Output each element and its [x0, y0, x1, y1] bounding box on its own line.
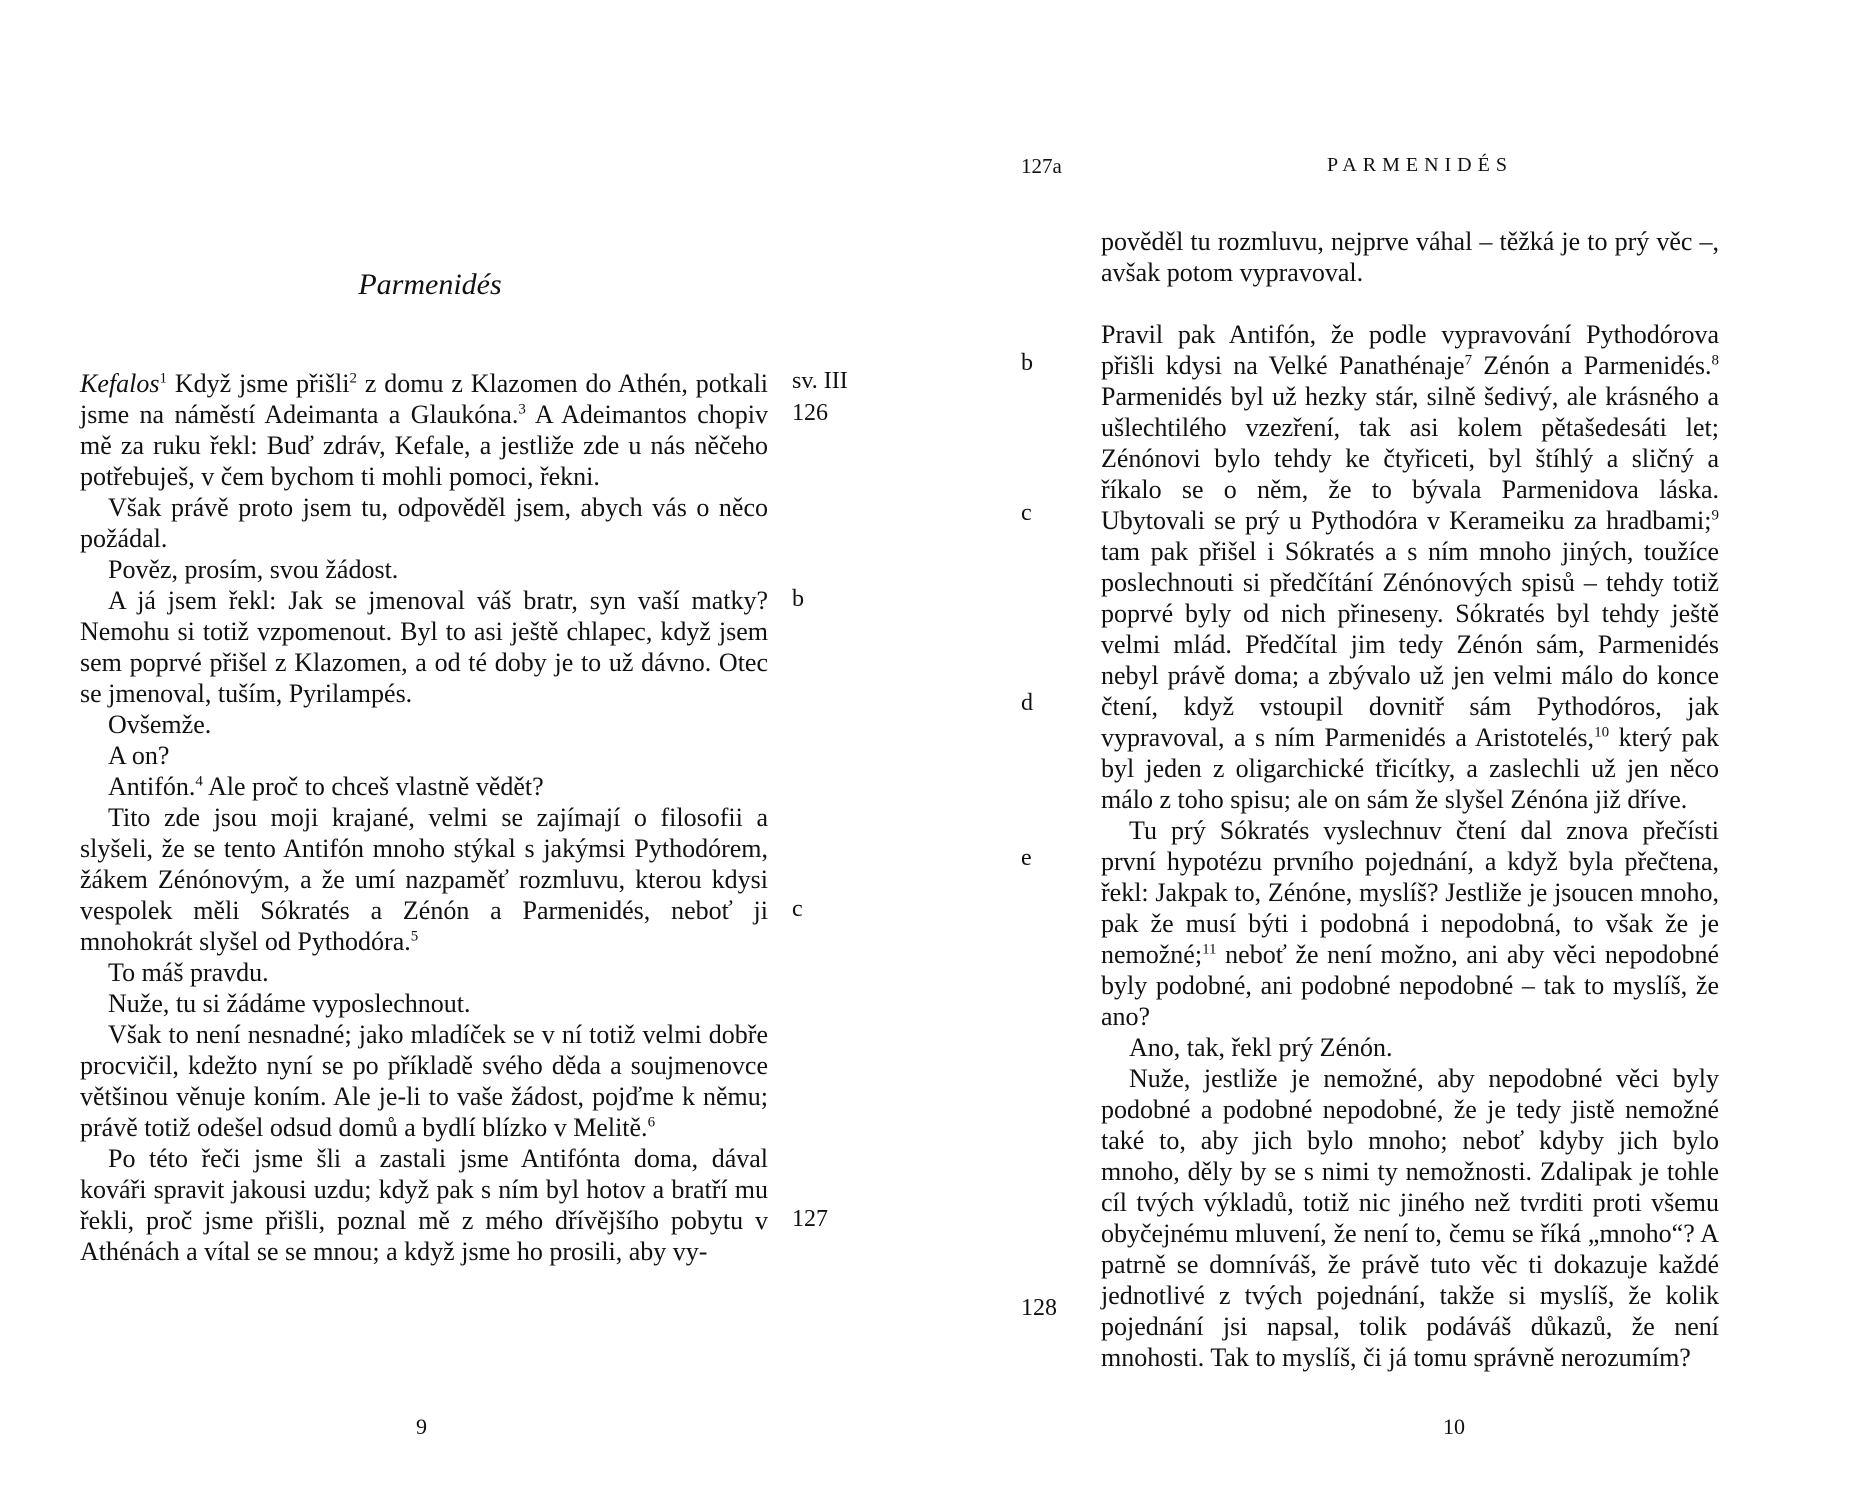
footnote-ref: 4 [195, 773, 203, 790]
paragraph: Však právě proto jsem tu, odpověděl jsem, abych vás o něco požádal. [80, 493, 768, 553]
paragraph: Pověz, prosím, svou žádost. [108, 555, 399, 584]
left-body-text [80, 368, 768, 1267]
footnote-ref: 1 [159, 370, 167, 387]
paragraph: A on? [108, 741, 170, 770]
footnote-ref: 9 [1711, 507, 1719, 524]
paragraph: Nuže, tu si žádáme vyposlechnout. [108, 989, 471, 1018]
footnote-ref: 7 [1464, 352, 1473, 369]
paragraph: Po této řeči jsme šli a zastali jsme Antifónta doma, dával kováři spravit jakousi uzdu; když pak s ním byl hotov a bratří mu řekli, proč jsme přišli, poznal mě z mého dřívějšího pobytu v Athénách a vítal se se mnou; a když jsme ho prosili, aby vy- [80, 1144, 768, 1266]
paragraph: A já jsem řekl: Jak se jmenoval váš bratr, syn vaší matky? Nemohu si totiž vzpomenout. Byl to asi ještě chlapec, když jsem sem poprvé přišel z Klazomen, a od té doby je to už dávno. Otec se jmenoval, tuším, Pyrilampés. [80, 586, 768, 708]
right-body-text [1101, 226, 1719, 1373]
stephanus-ref: 127 [792, 1206, 828, 1232]
paragraph: Tu prý Sókratés vyslechnuv čtení dal znova přečísti první hypotézu prvního pojednání, a když byla přečtena, řekl: Jakpak to, Zénóne, myslíš? Jestliže je jsoucen mnoho, pak že musí býti i podobná i nepodobná, to však že je nemožné;$^{11}$ neboť že není možno, ani aby věci nepodobné byly podobné, ani podobné nepodobné – tak to myslíš, že ano? [1101, 816, 1720, 1031]
stephanus-ref: sv. III [792, 368, 848, 394]
paragraph: Kefalos$^1$ Když jsme přišli$^2$ z domu z Klazomen do Athén, potkali jsme na náměstí Adeimanta a Glaukóna.$^3$ A Adeimantos chopiv mě za ruku řekl: Buď zdráv, Kefale, a jestliže zde u nás něčeho potřebuješ, v čem bychom ti mohli pomoci, řekni. [80, 369, 769, 491]
page-number: 9 [416, 1414, 427, 1439]
right-page [931, 0, 1862, 1501]
paragraph: To máš pravdu. [108, 958, 269, 987]
footnote-ref: 6 [647, 1114, 656, 1131]
footnote-ref: 2 [349, 370, 357, 387]
paragraph: Nuže, jestliže je nemožné, aby nepodobné věci byly podobné a podobné nepodobné, že je tedy jistě nemožné také to, aby jich bylo mnoho; neboť kdyby jich bylo mnoho, děly by se s nimi ty nemožnosti. Zdalipak je tohle cíl tvých výkladů, totiž nic jiného než tvrditi proti všemu obyčejnému mluvení, že není to, čemu se říká „mnoho“? A patrně se domníváš, že právě tuto věc ti dokazuje každé jednotlivé z tvých pojednání, takže si myslíš, že kolik pojednání jsi napsal, tolik podáváš důkazů, že není mnohosti. Tak to myslíš, či já tomu správně nerozumím? [1101, 1064, 1719, 1372]
paragraph: Antifón.$^4$ Ale proč to chceš vlastně vědět? [108, 772, 544, 801]
paragraph-gap [1101, 288, 1719, 319]
paragraph: pověděl tu rozmluvu, nejprve váhal – těžká je to prý věc –, avšak potom vypravoval. [1101, 227, 1719, 287]
running-head-title: PARMENIDÉS [1327, 154, 1513, 176]
footnote-ref: 3 [518, 401, 526, 418]
stephanus-ref: 128 [1021, 1295, 1057, 1321]
stephanus-ref: b [1021, 350, 1033, 376]
stephanus-ref: e [1021, 845, 1032, 871]
footnote-ref: 11 [1202, 941, 1217, 958]
speaker-name: Kefalos [80, 369, 160, 398]
stephanus-ref: c [792, 896, 803, 922]
footnote-ref: 5 [410, 928, 419, 945]
paragraph: Ovšemže. [108, 710, 212, 739]
footnote-ref: 8 [1711, 352, 1720, 369]
paragraph: Tito zde jsou moji krajané, velmi se zajímají o filosofii a slyšeli, že se tento Antifón mnoho stýkal s jakýmsi Pythodórem, žákem Zénónovým, a že umí nazpaměť rozmluvu, kterou kdysi vespolek měli Sókratés a Zénón a Parmenidés, neboť ji mnohokrát slyšel od Pythodóra.$^5$ [80, 803, 768, 956]
stephanus-ref: 126 [792, 400, 828, 426]
stephanus-ref: b [792, 586, 804, 612]
footnote-ref: 10 [1594, 724, 1610, 741]
page-number: 10 [1443, 1414, 1465, 1439]
dialogue-title: Parmenidés [358, 268, 502, 301]
running-head-ref: 127a [1021, 154, 1062, 178]
stephanus-ref: d [1021, 690, 1033, 716]
paragraph: Však to není nesnadné; jako mladíček se v ní totiž velmi dobře procvičil, kdežto nyní se po příkladě svého děda a soujmenovce většinou věnuje koním. Ale je-li to vaše žádost, pojďme k němu; právě totiž odešel odsud domů a bydlí blízko v Melitě.$^6$ [80, 1020, 768, 1142]
paragraph: Pravil pak Antifón, že podle vypravování Pythodórova přišli kdysi na Velké Panathénaje$^7$ Zénón a Parmenidés.$^8$ Parmenidés byl už hezky stár, silně šedivý, ale krásného a ušlechtilého vzezření, tak asi kolem pětašedesáti let; Zénónovi bylo tehdy ke čtyřiceti, byl štíhlý a sličný a říkalo se o něm, že to bývala Parmenidova láska. Ubytovali se prý u Pythodóra v Kerameiku za hradbami;$^9$ tam pak přišel i Sókratés a s ním mnoho jiných, toužíce poslechnouti si předčítání Zénónových spisů – tehdy totiž poprvé byly od nich přineseny. Sókratés byl tehdy ještě velmi mlád. Předčítal jim tedy Zénón sám, Parmenidés nebyl právě doma; a zbývalo už jen velmi málo do konce čtení, když vstoupil dovnitř sám Pythodóros, jak vypravoval, a s ním Parmenidés a Aristotelés,$^{10}$ který pak byl jeden z oligarchické třicítky, a zaslechli už jen něco málo z toho spisu; ale on sám že slyšel Zénóna již dříve. [1101, 320, 1720, 814]
paragraph: Ano, tak, řekl prý Zénón. [1129, 1033, 1393, 1062]
stephanus-ref: c [1021, 500, 1032, 526]
